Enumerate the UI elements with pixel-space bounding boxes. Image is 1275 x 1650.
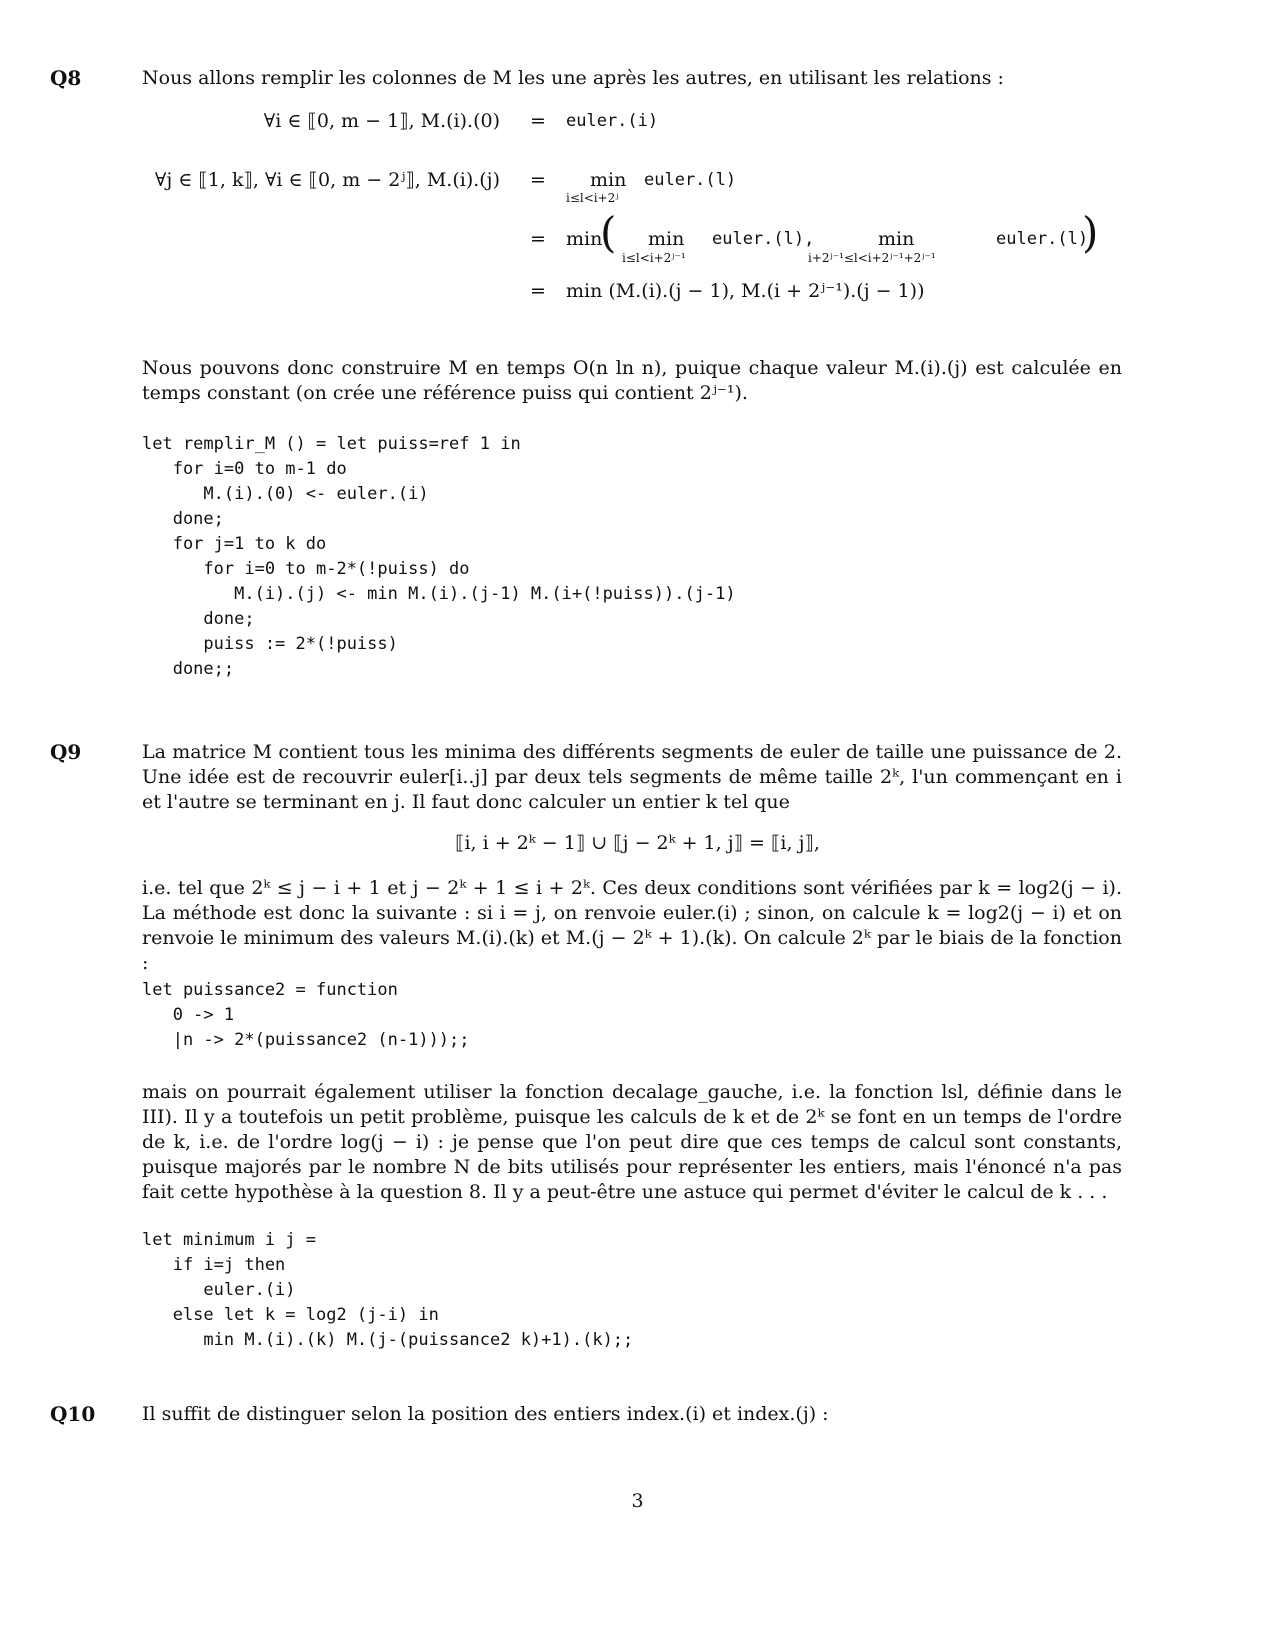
q8-eq3-min1: min [648, 228, 685, 250]
q8-eq3-sub2: i+2ʲ⁻¹≤l<i+2ʲ⁻¹+2ʲ⁻¹ [808, 251, 936, 265]
q8-eq3-left-paren: ( [600, 208, 617, 257]
q8-eq2-lhs: ∀j ∈ ⟦1, k⟧, ∀i ∈ ⟦0, m − 2ʲ⟧, M.(i).(j) [154, 169, 500, 191]
q8-eq2-equals: = [530, 169, 546, 191]
q9-display-equation: ⟦i, i + 2ᵏ − 1⟧ ∪ ⟦j − 2ᵏ + 1, j⟧ = ⟦i, j⟧, [455, 832, 820, 854]
q8-eq3-expr2: euler.(l) [996, 229, 1089, 249]
page-number: 3 [631, 1490, 644, 1512]
q8-intro: Nous allons remplir les colonnes de M les une après les autres, en utilisant les relations : [142, 67, 1004, 89]
q9-paragraph-2: i.e. tel que 2ᵏ ≤ j − i + 1 et j − 2ᵏ + 1 ≤ i + 2ᵏ. Ces deux conditions sont vérifiées par k = log2(j − i). La méthode est donc la suivante : si i = j, on renvoie euler.(i) ; sinon, on calcule k = log2(j − i) et on renvoie le minimum des valeurs M.(i).(k) et M.(j − 2ᵏ + 1).(k). On calcule 2ᵏ par le biais de la fonction : [142, 877, 1122, 974]
q9-code-minimum: let minimum i j = if i=j then euler.(i) else let k = log2 (j-i) in min M.(i).(k) M.(j-(puissance2 k)+1).(k);; [142, 1230, 634, 1350]
q8-eq3-sub1: i≤l<i+2ʲ⁻¹ [622, 251, 686, 265]
q9-code-puissance2: let puissance2 = function 0 -> 1 |n -> 2*(puissance2 (n-1)));; [142, 980, 470, 1050]
q8-eq3-expr1: euler.(l), [712, 229, 815, 249]
q8-eq1-equals: = [530, 110, 546, 132]
q9-paragraph-3: mais on pourrait également utiliser la fonction decalage_gauche, i.e. la fonction lsl, définie dans le III). Il y a toutefois un petit problème, puisque les calculs de k et de 2ᵏ se font en un temps de l'ordre de k, i.e. de l'ordre log(j − i) : je pense que l'on peut dire que ces temps de calcul sont constants, puisque majorés par le nombre N de bits utilisés pour représenter les entiers, mais l'énoncé n'a pas fait cette hypothèse à la question 8. Il y a peut-être une astuce qui permet d'éviter le calcul de k . . . [142, 1081, 1122, 1203]
q8-code-remplir-m: let remplir_M () = let puiss=ref 1 in for i=0 to m-1 do M.(i).(0) <- euler.(i) done; for j=1 to k do for i=0 to m-2*(!puiss) do M.(i).(j) <- min M.(i).(j-1) M.(i+(!puiss)).(j-1) done; puiss := 2*(!puiss) done;; [142, 434, 736, 679]
q8-eq2-expr: euler.(l) [644, 170, 737, 190]
q9-paragraph-1: La matrice M contient tous les minima des différents segments de euler de taille une puissance de 2. Une idée est de recouvrir euler[i..j] par deux tels segments de même taille 2ᵏ, l'un commençant en i et l'autre se terminant en j. Il faut donc calculer un entier k tel que [142, 741, 1122, 813]
q8-eq3-min2: min [878, 228, 915, 250]
q8-eq4-equals: = [530, 280, 546, 302]
q8-eq4-rhs: min (M.(i).(j − 1), M.(i + 2ʲ⁻¹).(j − 1)) [566, 280, 925, 302]
question-label-q10: Q10 [50, 1402, 96, 1426]
question-label-q8: Q8 [50, 66, 82, 90]
q10-text: Il suffit de distinguer selon la position des entiers index.(i) et index.(j) : [142, 1403, 829, 1425]
q8-eq2-min: min [590, 169, 627, 191]
q8-eq3-min: min [566, 228, 603, 250]
q8-eq1-rhs: euler.(i) [566, 111, 659, 131]
q8-explanation: Nous pouvons donc construire M en temps O(n ln n), puique chaque valeur M.(i).(j) est calculée en temps constant (on crée une référence puiss qui contient 2ʲ⁻¹). [142, 357, 1122, 404]
q8-eq3-equals: = [530, 228, 546, 250]
q8-eq1-lhs: ∀i ∈ ⟦0, m − 1⟧, M.(i).(0) [263, 110, 500, 132]
q8-eq3-right-paren: ) [1082, 208, 1099, 257]
question-label-q9: Q9 [50, 740, 82, 764]
q8-eq2-min-subscript: i≤l<i+2ʲ [566, 191, 619, 205]
